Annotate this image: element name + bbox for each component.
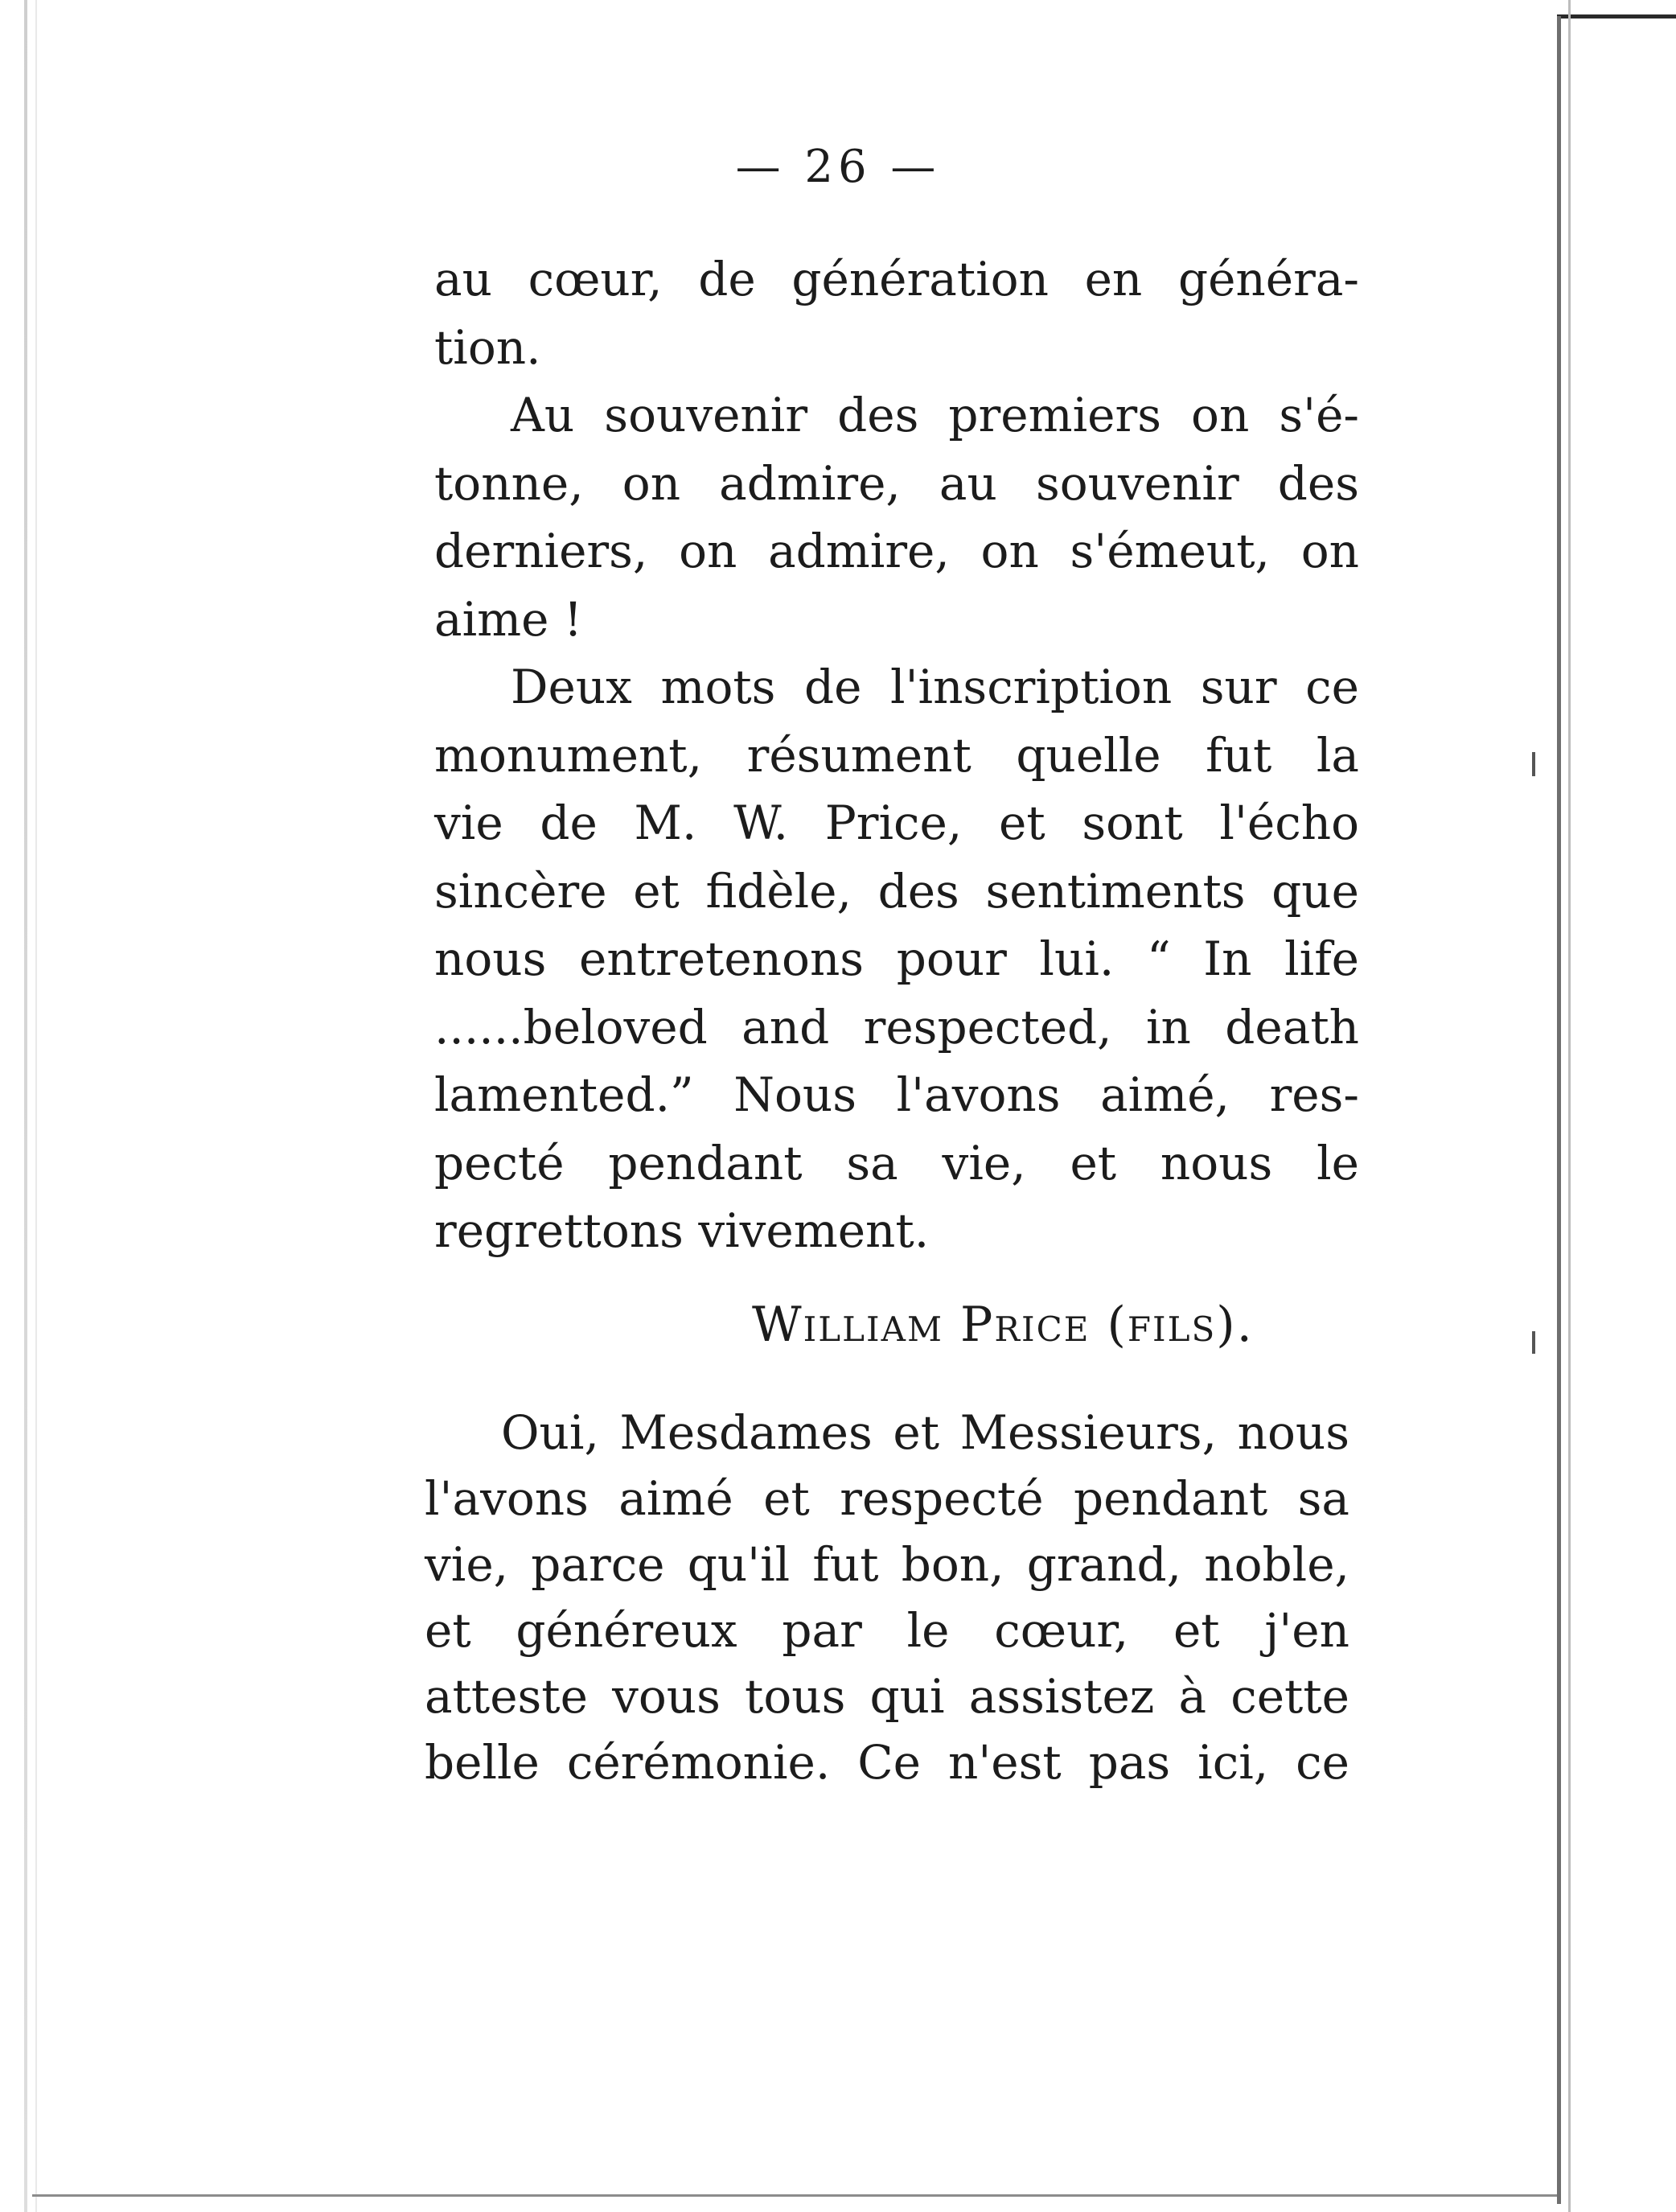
text-line: vie de M. W. Price, et sont l'écho [434,796,1359,850]
main-text [434,245,1359,1265]
signature-text: William Price (fils). [752,1297,1254,1353]
signature [752,1297,1254,1353]
text-line: aime ! [434,591,583,647]
text-line: sincère et fidèle, des sentiments que [434,863,1359,919]
text-line: regrettons vivement. [434,1203,930,1258]
text-line: ......beloved and respected, in death [434,999,1359,1055]
text-line: tonne, on admire, au souvenir des [434,455,1359,511]
scan-right-edge-outer [1568,0,1571,2212]
scan-top-edge [1557,14,1676,19]
main-text-continued [425,1400,1349,1795]
text-line: nous entretenons pour lui. “ In life [434,931,1359,986]
scan-speck [1532,752,1535,776]
text-line: lamented.” Nous l'avons aimé, res- [434,1067,1359,1122]
text-line: au cœur, de génération en généra- [434,252,1359,306]
text-line: derniers, on admire, on s'émeut, on [434,524,1359,578]
text-line: l'avons aimé et respecté pendant sa [425,1471,1349,1526]
text-line: monument, résument quelle fut la [434,727,1359,783]
scan-left-edge [24,0,27,2212]
text-line: belle cérémonie. Ce n'est pas ici, ce [425,1735,1349,1790]
text-line: Oui, Mesdames et Messieurs, nous [501,1405,1349,1460]
text-line: vie, parce qu'il fut bon, grand, noble, [425,1537,1349,1592]
text-line: Au souvenir des premiers on s'é- [511,388,1359,442]
text-line: atteste vous tous qui assistez à cette [425,1669,1349,1724]
scan-right-edge [1557,16,1561,2204]
text-line: pecté pendant sa vie, et nous le [434,1135,1359,1190]
text-line: et généreux par le cœur, et j'en [425,1603,1349,1658]
scan-speck [1532,1331,1535,1354]
scan-bottom-edge [32,2194,1557,2197]
page-number: — 26 — [735,141,941,193]
scan-left-edge-inner [35,0,37,2212]
text-line: tion. [434,319,541,375]
text-line: Deux mots de l'inscription sur ce [511,660,1359,714]
